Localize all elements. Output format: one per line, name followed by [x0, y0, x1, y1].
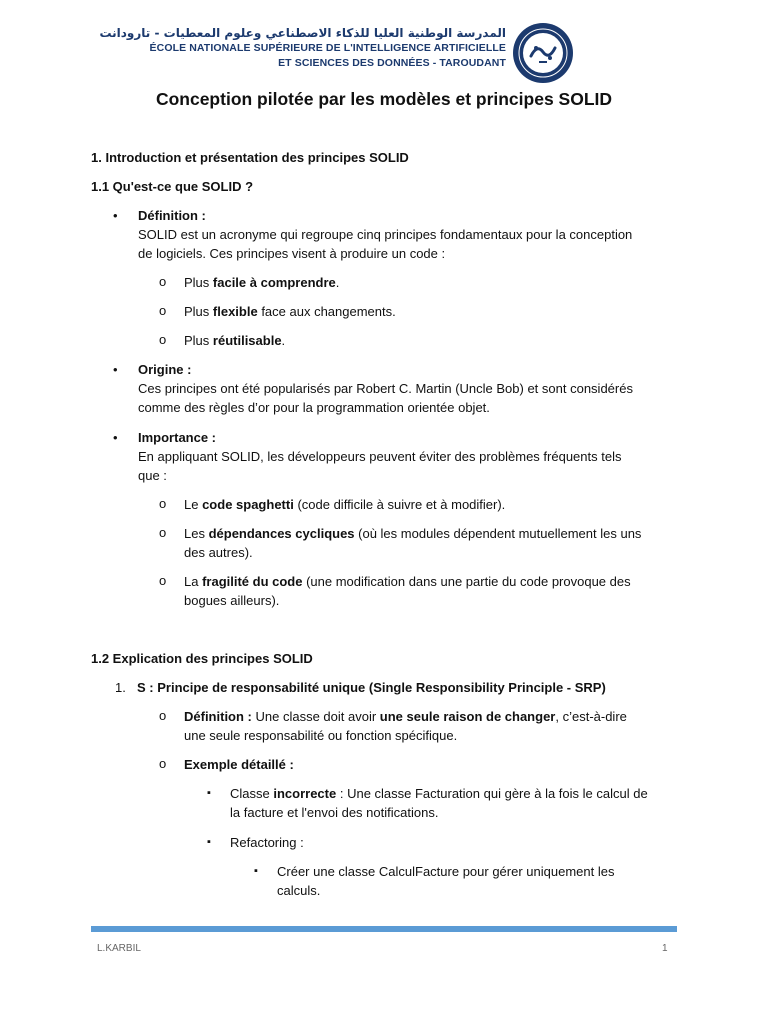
item-bold: facile à comprendre: [212, 275, 336, 290]
item-text: face aux changements.: [257, 304, 396, 319]
item-text: Une classe doit avoir: [251, 709, 380, 724]
item-text: des autres).: [184, 545, 253, 560]
refactoring-label: Refactoring :: [230, 835, 304, 850]
bullet-circle: o: [159, 525, 167, 540]
school-name-french-line2: ET SCIENCES DES DONNÉES - TAROUDANT: [278, 57, 506, 69]
subsection-heading-1-2: 1.2 Explication des principes SOLID: [91, 651, 313, 666]
bullet-circle: o: [159, 496, 167, 511]
item-text: Plus: [184, 304, 213, 319]
item-text: Plus: [184, 275, 213, 290]
item-text: Classe: [230, 786, 274, 801]
item-text: .: [281, 333, 286, 348]
bullet-disc: •: [113, 430, 118, 445]
item-text: La: [184, 574, 203, 589]
item-text: , c’est-à-dire: [555, 709, 627, 724]
item-text: Plus: [184, 333, 213, 348]
item-bold: fragilité du code: [202, 574, 303, 589]
bullet-circle: o: [159, 573, 167, 588]
item-text: (où les modules dépendent mutuellement les uns: [354, 526, 642, 541]
item-bold: une seule raison de changer: [379, 709, 556, 724]
bullet-square: ▪: [207, 836, 211, 848]
item-text: bogues ailleurs).: [184, 593, 280, 608]
srp-definition-label: Définition :: [184, 709, 252, 724]
bullet-circle: o: [159, 274, 167, 289]
origine-label: Origine :: [138, 362, 192, 377]
bullet-circle: o: [159, 332, 167, 347]
bullet-square: ▪: [254, 865, 258, 877]
item-text: calculs.: [277, 883, 321, 898]
bullet-disc: •: [113, 208, 118, 223]
subsection-heading-1-1: 1.1 Qu'est-ce que SOLID ?: [91, 179, 254, 194]
item-bold: code spaghetti: [202, 497, 294, 512]
item-bold: réutilisable: [212, 333, 282, 348]
item-text: (code difficile à suivre et à modifier).: [293, 497, 506, 512]
footer-author: L.KARBIL: [97, 943, 141, 954]
school-name-french-line1: ÉCOLE NATIONALE SUPÉRIEURE DE L'INTELLIGENCE ARTIFICIELLE: [149, 42, 506, 54]
bullet-circle: o: [159, 708, 167, 723]
example-label: Exemple détaillé :: [184, 757, 294, 772]
item-text: Créer une classe CalculFacture pour gérer uniquement les: [277, 864, 615, 879]
bullet-circle: o: [159, 303, 167, 318]
item-text: : Une classe Facturation qui gère à la fois le calcul de: [336, 786, 648, 801]
item-bold: flexible: [212, 304, 258, 319]
school-name-block: [99, 26, 506, 71]
importance-label: Importance :: [138, 430, 217, 445]
page-number: 1: [662, 943, 668, 954]
item-text: la facture et l'envoi des notifications.: [230, 805, 439, 820]
bullet-circle: o: [159, 756, 167, 771]
item-text: .: [335, 275, 340, 290]
section-heading-1: 1. Introduction et présentation des principes SOLID: [91, 150, 409, 165]
item-number: 1.: [115, 680, 126, 695]
bullet-disc: •: [113, 362, 118, 377]
importance-text-line1: En appliquant SOLID, les développeurs peuvent éviter des problèmes fréquents tels: [138, 449, 622, 464]
page-header: [0, 22, 768, 82]
school-seal-icon: [512, 22, 574, 84]
item-text: (une modification dans une partie du code provoque des: [302, 574, 631, 589]
item-text: Le: [184, 497, 203, 512]
item-text: une seule responsabilité ou fonction spécifique.: [184, 728, 458, 743]
origine-text-line2: comme des règles d’or pour la programmation orientée objet.: [138, 400, 490, 415]
definition-label: Définition :: [138, 208, 206, 223]
document-title: Conception pilotée par les modèles et principes SOLID: [155, 89, 613, 109]
definition-text-line2: de logiciels. Ces principes visent à produire un code :: [138, 246, 446, 261]
srp-label: S : Principe de responsabilité unique (Single Responsibility Principle - SRP): [137, 680, 606, 695]
definition-text-line1: SOLID est un acronyme qui regroupe cinq principes fondamentaux pour la conception: [138, 227, 633, 242]
item-bold: incorrecte: [273, 786, 337, 801]
school-name-arabic: المدرسة الوطنية العليا للذكاء الاصطناعي وعلوم المعطيات - تارودانت: [99, 26, 506, 40]
item-bold: dépendances cycliques: [208, 526, 355, 541]
bullet-square: ▪: [207, 787, 211, 799]
origine-text-line1: Ces principes ont été popularisés par Robert C. Martin (Uncle Bob) et sont considérés: [138, 381, 633, 396]
item-text: Les: [184, 526, 209, 541]
footer-divider: [91, 926, 677, 932]
importance-text-line2: que :: [138, 468, 167, 483]
